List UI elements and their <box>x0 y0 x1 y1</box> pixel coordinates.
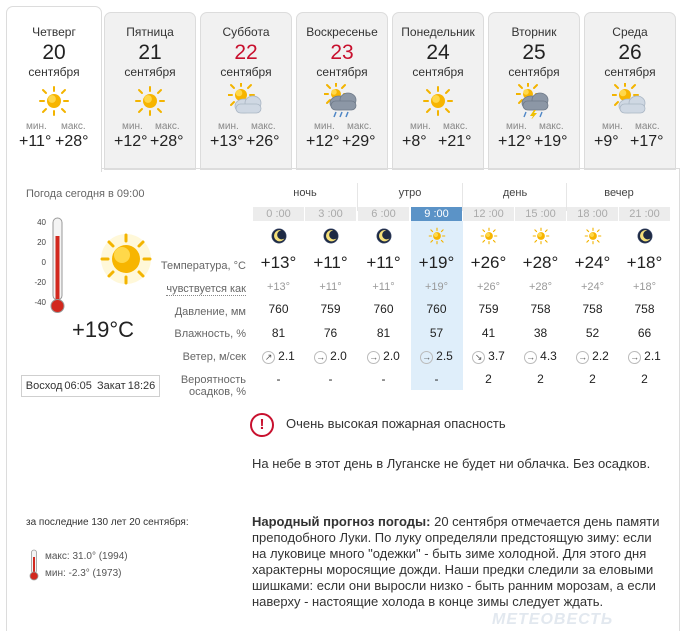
max-temp: +21° <box>438 133 472 150</box>
hour-precipitation: - <box>276 372 281 386</box>
min-max-temps <box>7 133 101 151</box>
min-temp: +12° <box>114 133 148 150</box>
moon-icon <box>321 226 341 246</box>
sun-icon <box>420 83 456 119</box>
sun-cloud-icon <box>228 83 264 119</box>
tab-day-22[interactable] <box>200 12 292 170</box>
sun-cloud-icon <box>612 83 648 119</box>
max-label: макс. <box>635 121 660 132</box>
min-max-labels <box>489 121 579 133</box>
row-label-pressure: Давление, мм <box>174 306 246 318</box>
max-temp: +19° <box>534 133 568 150</box>
max-label: макс. <box>347 121 372 132</box>
hour-label[interactable]: 0 :00 <box>253 207 304 221</box>
day-weather-icon <box>132 83 168 119</box>
hour-label[interactable]: 12 :00 <box>463 207 514 221</box>
tab-day-23[interactable] <box>296 12 388 170</box>
hour-label[interactable]: 6 :00 <box>358 207 409 221</box>
tab-day-24[interactable] <box>392 12 484 170</box>
sky-description: На небе в этот день в Луганске не будет ни облачка. Без осадков. <box>252 456 651 471</box>
hour-feels-like: +11° <box>372 281 395 293</box>
hour-wind <box>515 349 566 364</box>
wind-direction-icon: ↗ <box>262 351 275 364</box>
hour-pressure: 760 <box>426 302 447 316</box>
thermometer-scale-label: -40 <box>34 298 46 307</box>
min-temp: +11° <box>19 133 52 150</box>
day-month: сентября <box>508 65 560 79</box>
fire-warning: Очень высокая пожарная опасность <box>286 416 506 431</box>
min-label: мин. <box>602 121 623 132</box>
hour-wind <box>463 349 514 364</box>
hour-pressure: 758 <box>582 302 603 316</box>
max-temp: +17° <box>630 133 664 150</box>
tab-day-20[interactable] <box>6 6 102 172</box>
wind-speed: 3.7 <box>488 349 505 363</box>
row-label-humidity: Влажность, % <box>174 328 246 340</box>
site-watermark: МЕТЕОВЕСТЬ <box>492 611 614 628</box>
wind-direction-icon: ↘ <box>472 351 485 364</box>
row-label-wind: Ветер, м/сек <box>182 351 246 363</box>
hour-temperature: +24° <box>574 253 611 272</box>
day-month: сентября <box>316 65 368 79</box>
min-label: мин. <box>122 121 143 132</box>
hour-precipitation: 2 <box>641 372 648 386</box>
period-label: день <box>502 187 528 199</box>
hour-temperature: +11° <box>313 253 348 272</box>
day-tabs <box>6 6 686 168</box>
day-weather-icon <box>228 83 264 119</box>
hour-precipitation: - <box>434 372 439 386</box>
day-name: Четверг <box>32 25 76 39</box>
tab-day-25[interactable] <box>488 12 580 170</box>
wind-speed: 2.5 <box>436 349 453 363</box>
min-max-temps <box>585 133 675 151</box>
row-label-feels-like[interactable] <box>150 283 246 295</box>
day-name: Суббота <box>222 25 270 39</box>
hour-humidity: 52 <box>585 326 600 340</box>
day-weather-icon <box>324 83 360 119</box>
min-max-temps <box>489 133 579 151</box>
day-number: 23 <box>330 41 354 64</box>
hour-label[interactable]: 9 :00 <box>411 207 462 221</box>
wind-speed: 2.0 <box>330 349 347 363</box>
day-number: 26 <box>618 41 642 64</box>
min-temp: +9° <box>594 133 619 150</box>
day-weather-icon <box>516 83 552 119</box>
wind-speed: 2.1 <box>278 349 295 363</box>
thermometer-scale-label: 0 <box>41 258 46 267</box>
day-number: 24 <box>426 41 450 64</box>
hour-label[interactable]: 3 :00 <box>305 207 356 221</box>
tab-day-21[interactable] <box>104 12 196 170</box>
hour-label[interactable]: 15 :00 <box>515 207 566 221</box>
day-name: Вторник <box>511 25 557 39</box>
wind-speed: 4.3 <box>540 349 557 363</box>
row-label-temperature: Температура, °C <box>160 260 246 272</box>
folk-forecast <box>252 514 664 610</box>
hour-feels-like: +11° <box>319 281 342 293</box>
hour-pressure: 759 <box>478 302 499 316</box>
period-label: ночь <box>293 187 317 199</box>
hour-humidity: 81 <box>271 326 286 340</box>
wind-direction-icon: → <box>422 352 432 362</box>
day-number: 20 <box>42 41 66 64</box>
min-max-temps <box>105 133 195 151</box>
hour-precipitation: 2 <box>589 372 596 386</box>
min-label: мин. <box>410 121 431 132</box>
hour-pressure: 760 <box>373 302 394 316</box>
hour-temperature: +26° <box>470 253 507 272</box>
hour-weather-icon <box>253 226 304 248</box>
sunset-label: Закат <box>96 380 126 392</box>
day-month: сентября <box>412 65 464 79</box>
hour-pressure: 758 <box>634 302 655 316</box>
hour-humidity: 57 <box>429 326 444 340</box>
folk-forecast-title: Народный прогноз погоды: <box>252 514 431 529</box>
day-name: Понедельник <box>401 25 475 39</box>
sun-icon <box>531 226 551 246</box>
hour-wind <box>358 349 409 364</box>
hour-humidity: 66 <box>637 326 652 340</box>
folk-forecast-text: 20 сентября отмечается день памяти преподобного Луки. По луку определяли предстоящую зиму: если на луковице много "одежки" - быть зиме холодной. Для этого дня характерны моросящие дожди. Наши предки следили за еловыми шишками: если они выросли низко - быть ранним морозам, а если наверху - настоящие холода в конце зимы следует ждать. <box>252 514 660 609</box>
day-name: Пятница <box>126 25 174 39</box>
wind-direction-icon: → <box>630 352 640 362</box>
day-name: Воскресенье <box>306 25 378 39</box>
hour-label[interactable]: 21 :00 <box>619 207 670 221</box>
hour-humidity: 81 <box>376 326 391 340</box>
moon-icon <box>635 226 655 246</box>
day-month: сентября <box>28 65 80 79</box>
hour-weather-icon <box>358 226 409 248</box>
day-number: 22 <box>234 41 258 64</box>
min-label: мин. <box>218 121 239 132</box>
max-temp: +28° <box>55 133 89 150</box>
day-number: 25 <box>522 41 546 64</box>
hour-humidity: 38 <box>533 326 548 340</box>
now-title: Погода сегодня в 09:00 <box>26 188 145 200</box>
day-weather-icon <box>420 83 456 119</box>
max-label: макс. <box>61 121 86 132</box>
hour-feels-like: +19° <box>424 281 449 293</box>
current-temperature: +19°C <box>72 317 135 342</box>
max-label: макс. <box>251 121 276 132</box>
hour-temperature: +11° <box>366 253 401 272</box>
day-month: сентября <box>220 65 272 79</box>
min-max-temps <box>201 133 291 151</box>
sunset-time: 18:26 <box>127 380 156 392</box>
day-name: Среда <box>612 25 648 39</box>
max-temp: +26° <box>246 133 280 150</box>
thermometer-scale-label: 40 <box>37 218 46 227</box>
feels-like-text: чувствуется как <box>166 283 246 295</box>
max-temp: +29° <box>342 133 376 150</box>
warning-icon: ! <box>250 413 274 437</box>
hour-temperature: +28° <box>522 253 559 272</box>
hour-wind <box>305 349 356 364</box>
min-max-labels <box>201 121 291 133</box>
moon-icon <box>269 226 289 246</box>
hour-temperature: +13° <box>260 253 297 272</box>
hour-wind <box>411 349 462 364</box>
hour-weather-icon <box>567 226 618 248</box>
rain-cloud-icon <box>324 83 360 119</box>
history-min: мин: -2.3° (1973) <box>45 568 122 579</box>
min-max-temps <box>393 133 483 151</box>
hour-wind <box>253 349 304 364</box>
hour-feels-like: +28° <box>528 281 553 293</box>
min-max-labels <box>585 121 675 133</box>
thermometer-icon <box>28 549 40 581</box>
min-max-labels <box>105 121 195 133</box>
hour-weather-icon <box>463 226 514 248</box>
max-label: макс. <box>443 121 468 132</box>
hour-temperature: +18° <box>626 253 663 272</box>
hour-precipitation: 2 <box>485 372 492 386</box>
thermometer-icon <box>20 215 70 315</box>
moon-icon <box>374 226 394 246</box>
wind-direction-icon: → <box>578 352 588 362</box>
tab-day-26[interactable] <box>584 12 676 170</box>
min-temp: +12° <box>306 133 340 150</box>
hour-precipitation: 2 <box>537 372 544 386</box>
row-label-precipitation: Вероятность осадков, % <box>180 374 246 398</box>
hour-feels-like: +13° <box>266 281 291 293</box>
day-weather-icon <box>612 83 648 119</box>
day-weather-icon <box>36 83 72 119</box>
hour-wind <box>567 349 618 364</box>
day-month: сентября <box>604 65 656 79</box>
day-month: сентября <box>124 65 176 79</box>
min-temp: +8° <box>402 133 427 150</box>
max-temp: +28° <box>150 133 184 150</box>
min-label: мин. <box>506 121 527 132</box>
min-label: мин. <box>314 121 335 132</box>
hour-weather-icon <box>515 226 566 248</box>
period-label: вечер <box>604 187 634 199</box>
sun-icon <box>583 226 603 246</box>
hour-weather-icon <box>411 226 462 248</box>
hour-feels-like: +26° <box>476 281 501 293</box>
min-max-labels <box>297 121 387 133</box>
wind-speed: 2.2 <box>592 349 609 363</box>
hour-wind <box>619 349 670 364</box>
sunrise-label: Восход <box>25 380 63 392</box>
hour-weather-icon <box>305 226 356 248</box>
hour-temperature: +19° <box>418 253 455 272</box>
min-max-temps <box>297 133 387 151</box>
sunrise-time: 06:05 <box>64 380 92 392</box>
min-max-labels <box>393 121 483 133</box>
min-temp: +13° <box>210 133 244 150</box>
hour-precipitation: - <box>328 372 333 386</box>
sun-icon <box>100 233 152 285</box>
wind-speed: 2.0 <box>383 349 400 363</box>
thermometer-scale-label: -20 <box>34 278 46 287</box>
min-label: мин. <box>26 121 47 132</box>
wind-direction-icon: → <box>526 352 536 362</box>
hour-feels-like: +24° <box>580 281 605 293</box>
sunrise-sunset <box>21 375 160 397</box>
history-max: макс: 31.0° (1994) <box>45 551 128 562</box>
hour-weather-icon <box>619 226 670 248</box>
hour-pressure: 760 <box>268 302 289 316</box>
thermometer-scale-label: 20 <box>37 238 46 247</box>
hour-pressure: 759 <box>320 302 341 316</box>
max-label: макс. <box>539 121 564 132</box>
history-title: за последние 130 лет 20 сентября: <box>26 517 189 528</box>
hour-humidity: 41 <box>481 326 496 340</box>
max-label: макс. <box>155 121 180 132</box>
hour-pressure: 758 <box>530 302 551 316</box>
sun-icon <box>427 226 447 246</box>
sun-icon <box>479 226 499 246</box>
day-number: 21 <box>138 41 162 64</box>
hour-label[interactable]: 18 :00 <box>567 207 618 221</box>
sun-icon <box>132 83 168 119</box>
wind-direction-icon: → <box>316 352 326 362</box>
min-max-labels <box>7 121 101 133</box>
wind-direction-icon: → <box>369 352 379 362</box>
hour-precipitation: - <box>381 372 386 386</box>
hour-humidity: 76 <box>323 326 338 340</box>
min-temp: +12° <box>498 133 532 150</box>
period-label: утро <box>398 187 422 199</box>
wind-speed: 2.1 <box>644 349 661 363</box>
storm-cloud-icon <box>516 83 552 119</box>
sun-icon <box>36 83 72 119</box>
hour-feels-like: +18° <box>632 281 657 293</box>
